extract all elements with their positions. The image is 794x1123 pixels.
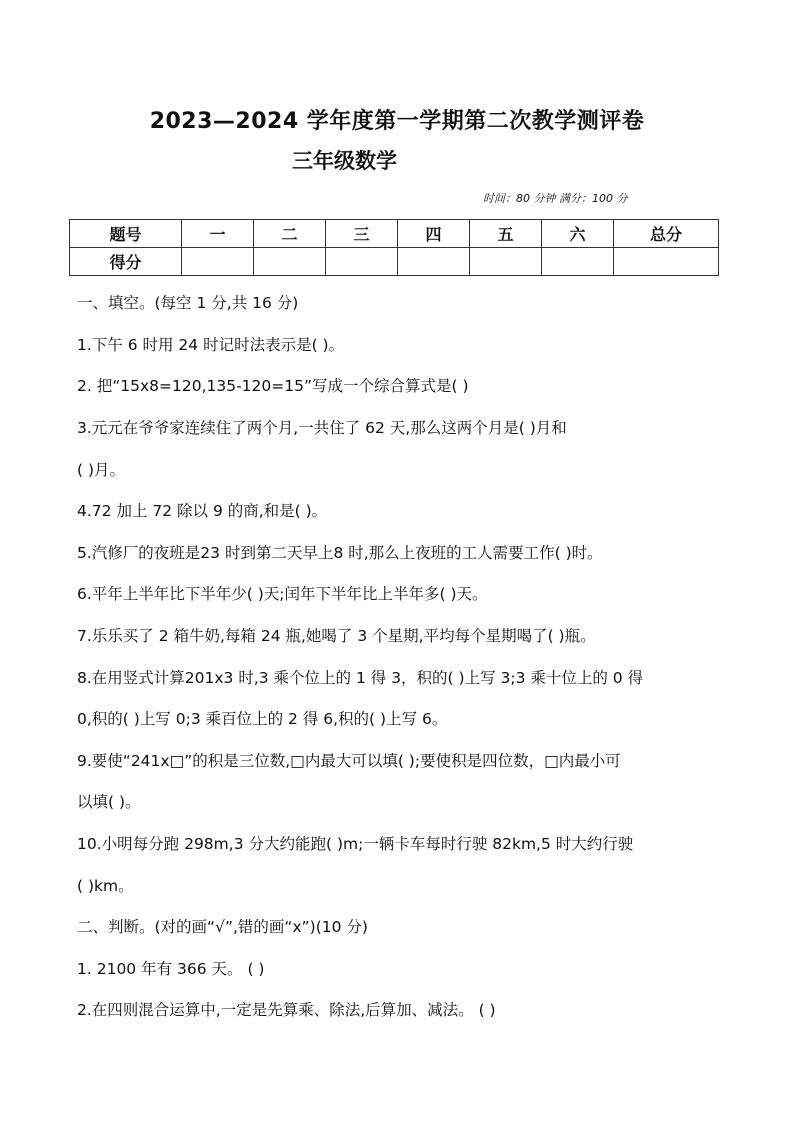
score-header-cell: 总分 xyxy=(614,220,719,248)
exam-title: 2023—2024 学年度第一学期第二次教学测评卷 xyxy=(149,109,645,134)
score-cell xyxy=(398,248,470,276)
score-table-score-row xyxy=(70,248,719,276)
question-line: 7.乐乐买了 2 箱牛奶,每箱 24 瓶,她喝了 3 个星期,平均每个星期喝了( )瓶。 xyxy=(77,627,596,645)
score-cell xyxy=(614,248,719,276)
question-line: ( )km。 xyxy=(77,877,134,895)
score-table xyxy=(69,219,719,276)
score-row-label: 得分 xyxy=(70,248,182,276)
question-line: 以填( )。 xyxy=(77,793,141,811)
question-line: 2. 把“15x8=120,135-120=15”写成一个综合算式是( ) xyxy=(77,377,469,395)
question-line: 8.在用竖式计算201x3 时,3 乘个位上的 1 得 3，积的( )上写 3;3 乘十位上的 0 得 xyxy=(77,669,644,687)
question-line: 1.下午 6 时用 24 时记时法表示是( )。 xyxy=(77,336,345,354)
question-line: 2.在四则混合运算中,一定是先算乘、除法,后算加、减法。 ( ) xyxy=(77,1001,496,1019)
score-header-cell: 题号 xyxy=(70,220,182,248)
exam-subtitle: 三年级数学 xyxy=(292,149,397,173)
score-cell xyxy=(182,248,254,276)
score-cell xyxy=(326,248,398,276)
score-header-cell: 五 xyxy=(470,220,542,248)
score-header-cell: 二 xyxy=(254,220,326,248)
question-line: 10.小明每分跑 298m,3 分大约能跑( )m;一辆卡车每时行驶 82km,5 时大约行驶 xyxy=(77,835,634,853)
score-cell xyxy=(542,248,614,276)
score-cell xyxy=(470,248,542,276)
score-table-header-row xyxy=(70,220,719,248)
question-line: 6.平年上半年比下半年少( )天;闰年下半年比上半年多( )天。 xyxy=(77,585,488,603)
question-line: 0,积的( )上写 0;3 乘百位上的 2 得 6,积的( )上写 6。 xyxy=(77,710,448,728)
score-header-cell: 三 xyxy=(326,220,398,248)
score-header-cell: 一 xyxy=(182,220,254,248)
score-cell xyxy=(254,248,326,276)
section-heading: 二、判断。(对的画“√”,错的画“x”)(10 分) xyxy=(77,918,368,936)
question-line: 3.元元在爷爷家连续住了两个月,一共住了 62 天,那么这两个月是( )月和 xyxy=(77,419,567,437)
question-line: ( )月。 xyxy=(77,461,126,479)
score-header-cell: 六 xyxy=(542,220,614,248)
question-line: 9.要使“241x□”的积是三位数,□内最大可以填( );要使积是四位数，□内最小可 xyxy=(77,752,621,770)
question-line: 4.72 加上 72 除以 9 的商,和是( )。 xyxy=(77,502,328,520)
question-line: 1. 2100 年有 366 天。 ( ) xyxy=(77,960,265,978)
question-line: 5.汽修厂的夜班是23 时到第二天早上8 时,那么上夜班的工人需要工作( )时。 xyxy=(77,544,603,562)
exam-meta: 时间：80 分钟 满分：100 分 xyxy=(483,192,628,205)
score-header-cell: 四 xyxy=(398,220,470,248)
section-heading: 一、填空。(每空 1 分,共 16 分) xyxy=(77,294,299,312)
